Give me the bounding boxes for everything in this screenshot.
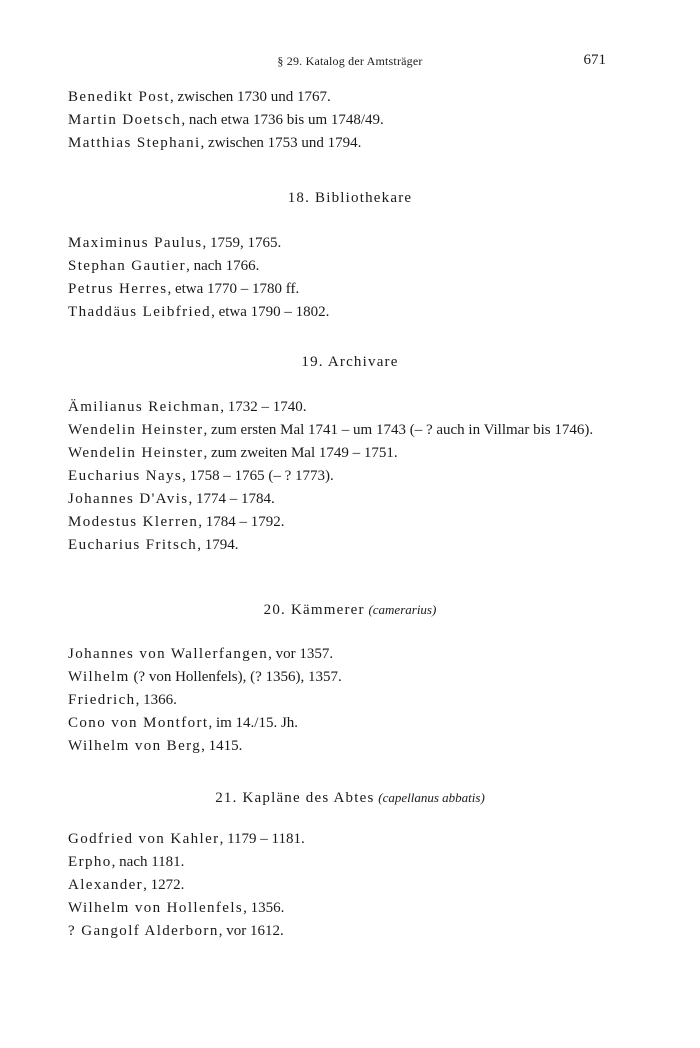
entry-detail: , 1272. xyxy=(143,877,185,893)
entry-detail: , nach 1181. xyxy=(111,854,185,870)
list-item xyxy=(68,920,613,943)
list-item xyxy=(68,232,613,255)
entry-detail: , 1794. xyxy=(197,537,239,553)
page-number: 671 xyxy=(583,52,606,68)
list-item xyxy=(68,874,613,897)
running-head: § 29. Katalog der Amtsträger xyxy=(277,54,423,68)
entry-name: Erpho xyxy=(68,854,112,870)
list-item xyxy=(68,511,613,534)
entry-name: Wilhelm xyxy=(68,669,130,685)
entry-name: Matthias Stephani xyxy=(68,135,201,151)
section-title-latin: (capellanus abbatis) xyxy=(378,790,485,805)
entry-name: Stephan Gautier xyxy=(68,258,187,274)
entry-detail: , 1758 – 1765 (– ? 1773). xyxy=(182,468,334,484)
entry-detail: , zwischen 1753 und 1794. xyxy=(200,135,362,151)
entry-list-continued xyxy=(68,86,613,155)
entry-detail: , vor 1612. xyxy=(218,923,284,939)
entry-name: Wilhelm von Berg xyxy=(68,738,202,754)
list-item xyxy=(68,828,613,851)
entry-name: Benedikt Post xyxy=(68,89,170,105)
list-item xyxy=(68,109,613,132)
entry-detail: , im 14./15. Jh. xyxy=(208,715,299,731)
entry-detail: , 1366. xyxy=(135,692,177,708)
entry-name: Eucharius Fritsch xyxy=(68,537,198,553)
entry-detail: , 1784 – 1792. xyxy=(198,514,285,530)
section-title-text: 19. Archivare xyxy=(301,354,399,370)
list-item xyxy=(68,851,613,874)
entry-name: Wilhelm von Hollenfels xyxy=(68,900,244,916)
entry-name: Cono von Montfort xyxy=(68,715,209,731)
entry-name: Martin Doetsch xyxy=(68,112,182,128)
entry-name: Friedrich xyxy=(68,692,136,708)
entry-list-archivare xyxy=(68,396,613,557)
entry-name: Ämilianus Reichman xyxy=(68,399,221,415)
entry-detail: , zum ersten Mal 1741 – um 1743 (– ? auch in Villmar bis 1746). xyxy=(203,422,594,438)
list-item xyxy=(68,643,613,666)
entry-detail: , nach 1766. xyxy=(186,258,260,274)
list-item xyxy=(68,712,613,735)
entry-detail: , zum zweiten Mal 1749 – 1751. xyxy=(203,445,398,461)
entry-detail: , etwa 1790 – 1802. xyxy=(211,304,330,320)
entry-detail: , 1179 – 1181. xyxy=(219,831,305,847)
entry-name: Alexander xyxy=(68,877,144,893)
section-title-archivare xyxy=(0,354,700,371)
section-title-latin: (camerarius) xyxy=(368,602,437,617)
list-item xyxy=(68,465,613,488)
list-item xyxy=(68,666,613,689)
list-item xyxy=(68,255,613,278)
entry-detail: , etwa 1770 – 1780 ff. xyxy=(167,281,300,297)
entry-list-kaemmerer xyxy=(68,643,613,758)
entry-detail: , nach etwa 1736 bis um 1748/49. xyxy=(181,112,384,128)
entry-name: Maximinus Paulus xyxy=(68,235,203,251)
entry-name: Johannes von Wallerfangen xyxy=(68,646,269,662)
entry-name: Godfried von Kahler xyxy=(68,831,220,847)
entry-detail: , 1759, 1765. xyxy=(202,235,282,251)
section-title-text: 21. Kapläne des Abtes xyxy=(215,790,375,806)
entry-name: Eucharius Nays xyxy=(68,468,183,484)
list-item xyxy=(68,301,613,324)
entry-name: ? Gangolf Alderborn xyxy=(68,923,219,939)
page-header xyxy=(0,52,700,72)
list-item xyxy=(68,735,613,758)
entry-detail: , vor 1357. xyxy=(268,646,334,662)
entry-detail: , 1415. xyxy=(201,738,243,754)
entry-name: Wendelin Heinster xyxy=(68,422,204,438)
list-item xyxy=(68,86,613,109)
section-title-kaplaene xyxy=(0,790,700,807)
entry-name: Modestus Klerren xyxy=(68,514,199,530)
section-title-text: 18. Bibliothekare xyxy=(287,190,413,206)
section-title-text: 20. Kämmerer xyxy=(263,602,365,618)
entry-name: Wendelin Heinster xyxy=(68,445,204,461)
entry-list-kaplaene xyxy=(68,828,613,943)
list-item xyxy=(68,132,613,155)
list-item xyxy=(68,534,613,557)
entry-name: Petrus Herres xyxy=(68,281,168,297)
entry-name: Johannes D'Avis xyxy=(68,491,189,507)
entry-detail: (? von Hollenfels), (? 1356), 1357. xyxy=(129,669,342,685)
list-item xyxy=(68,689,613,712)
list-item xyxy=(68,488,613,511)
list-item xyxy=(68,278,613,301)
list-item xyxy=(68,897,613,920)
section-title-bibliothekare xyxy=(0,190,700,207)
list-item xyxy=(68,442,613,465)
entry-detail: , 1356. xyxy=(243,900,285,916)
entry-detail: , zwischen 1730 und 1767. xyxy=(169,89,331,105)
entry-detail: , 1732 – 1740. xyxy=(220,399,307,415)
entry-list-bibliothekare xyxy=(68,232,613,324)
entry-detail: , 1774 – 1784. xyxy=(188,491,275,507)
section-title-kaemmerer xyxy=(0,602,700,619)
list-item xyxy=(68,396,613,419)
entry-name: Thaddäus Leibfried xyxy=(68,304,212,320)
list-item xyxy=(68,419,613,442)
